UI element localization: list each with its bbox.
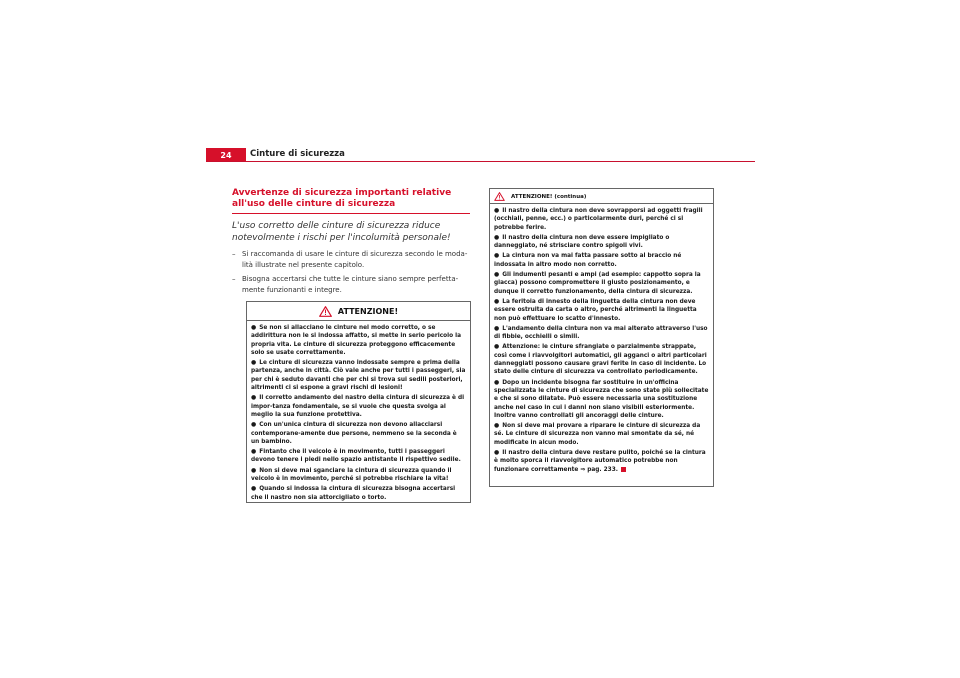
bullet-icon: ●	[494, 378, 500, 386]
warning-item-text: Il nastro della cintura deve restare pulito, poiché se la cintura è molto sporca il riavvolgitore automatico potrebbe non funzionare correttamente	[494, 450, 706, 473]
warning-triangle-icon	[319, 306, 332, 317]
warning-item-text: Fintanto che il veicolo è in movimento, tutti i passeggeri devono tenere i piedi nello spazio antistante il rispettivo sedile.	[251, 449, 461, 464]
bullet-icon: ●	[494, 207, 500, 214]
bullet-icon: ●	[494, 233, 500, 241]
warning-title: ATTENZIONE!	[337, 307, 399, 316]
bullet-icon: ●	[251, 359, 257, 367]
warning-item-text: Se non si allacciano le cinture nel modo corretto, o se addirittura non le si indossa affatto, si mette in serio pericolo la propria vita. Le cinture di sicurezza proteggono efficacemente solo se usate correttamente.	[251, 325, 462, 356]
section-intro: L'uso corretto delle cinture di sicurezza riduce notevolmente i rischi per l'incolumità personale!	[232, 221, 451, 243]
warning-item-text: Attenzione: le cinture sfrangiate o parzialmente strappate, così come i riavvolgitori automatici, gli agganci o altri particolari danneggiati possono causare gravi ferite in caso di incidente. Lo stato delle cinture di sicurezza va controllato periodicamente.	[494, 344, 707, 376]
warning-item-text: Non si deve mai sganciare la cintura di sicurezza quando il veicolo è in movimento, perché si potrebbe rischiare la vita!	[251, 467, 452, 483]
warning-item	[251, 359, 466, 392]
bullet-icon: ●	[251, 394, 257, 402]
warning-item-text: Non si deve mai provare a riparare le cinture di sicurezza da sé. Le cinture di sicurezza non vanno mai smontate da sé, né modificate in alcun modo.	[494, 423, 701, 446]
warning-item	[494, 252, 709, 269]
warning-item	[251, 467, 466, 484]
warning-item	[251, 485, 466, 502]
warning-item-text: La cintura non va mai fatta passare sotto al braccio né indossata in altro modo non corretto.	[494, 253, 682, 268]
warning-triangle-icon	[494, 192, 505, 201]
bullet-icon: ●	[494, 449, 500, 457]
bullet-icon: ●	[494, 271, 500, 279]
bullet-icon: ●	[251, 324, 257, 331]
page-number-label: 24	[220, 150, 232, 160]
warning-item	[494, 449, 709, 474]
left-column	[232, 188, 470, 299]
chapter-title: Cinture di sicurezza	[250, 149, 345, 159]
warning-item	[494, 325, 709, 342]
warning-item	[494, 271, 709, 296]
warning-item-text: L'andamento della cintura non va mai alterato attraverso l'uso di fibbie, occhielli o simili.	[494, 325, 708, 341]
dash-list	[232, 249, 470, 295]
warning-item	[251, 448, 466, 465]
warning-header	[247, 302, 470, 321]
warning-body	[247, 321, 470, 506]
list-item: – Si raccomanda di usare le cinture di sicurezza secondo le moda-lità illustrate nel presente capitolo.	[232, 249, 470, 270]
warning-box	[246, 301, 471, 503]
warning-header	[490, 189, 713, 204]
warning-item-text: Gli indumenti pesanti e ampi (ad esempio: cappotto sopra la giacca) possono compromettere il giusto posizionamento, e dunque il corretto funzionamento, della cintura di sicurezza.	[494, 272, 701, 295]
warning-item	[251, 394, 466, 419]
warning-item	[494, 234, 709, 251]
bullet-icon: ●	[494, 343, 500, 351]
warning-item-text: Quando si indossa la cintura di sicurezza bisogna accertarsi che il nastro non sia attorcigliato o torto.	[251, 486, 456, 501]
bullet-icon: ●	[494, 324, 500, 332]
warning-item	[494, 298, 709, 323]
warning-item	[494, 379, 709, 420]
warning-item	[251, 421, 466, 446]
warning-item-text: Il corretto andamento del nastro della cintura di sicurezza è di impor-tanza fondamentale, se si vuole che questa svolga al meglio la sua funzione protettiva.	[251, 395, 465, 418]
warning-body	[490, 204, 713, 478]
warning-item-text: Dopo un incidente bisogna far sostituire in un'officina specializzata le cinture di sicurezza che sono state più sollecitate e che si sono dilatate. Può essere necessaria una sostituzione anche nel caso in cui i danni non siano visibili esteriormente. Inoltre vanno controllati gli ancoraggi delle cinture.	[494, 379, 709, 419]
page-number	[206, 148, 246, 162]
warning-title: ATTENZIONE! (continua)	[511, 193, 587, 200]
warning-item	[494, 207, 709, 232]
bullet-icon: ●	[251, 421, 257, 429]
warning-item-text: La feritoia di innesto della linguetta della cintura non deve essere ostruita da carta o altro, perché altrimenti la linguetta non può effettuare lo scatto d'innesto.	[494, 298, 697, 322]
list-item: – Bisogna accertarsi che tutte le cinture siano sempre perfetta-mente funzionanti e integre.	[232, 274, 470, 295]
warning-item-text: Le cinture di sicurezza vanno indossate sempre e prima della partenza, anche in città. Ciò vale anche per tutti i passeggeri, sia per chi è seduto davanti che per chi si trova sui sedili posteriori, altrimenti ci si espone a gravi rischi di lesioni!	[251, 360, 466, 392]
bullet-icon: ●	[251, 466, 257, 474]
warning-box-continued	[489, 188, 714, 487]
bullet-icon: ●	[494, 252, 500, 260]
section-title: Avvertenze di sicurezza importanti relative all'uso delle cinture di sicurezza	[232, 188, 470, 214]
warning-item-text: Il nastro della cintura non deve sovrapporsi ad oggetti fragili (occhiali, penne, ecc.) o particolarmente duri, perché ci si potrebbe ferire.	[494, 208, 703, 231]
bullet-icon: ●	[494, 297, 500, 305]
warning-item-text: Il nastro della cintura non deve essere impigliato o danneggiato, né strisciare contro spigoli vivi.	[494, 234, 670, 250]
warning-item	[494, 343, 709, 376]
warning-item	[251, 324, 466, 357]
warning-item	[494, 422, 709, 447]
end-of-section-icon	[621, 467, 626, 472]
bullet-icon: ●	[251, 485, 257, 493]
bullet-icon: ●	[494, 422, 500, 430]
bullet-icon: ●	[251, 448, 257, 456]
warning-item-text: Con un'unica cintura di sicurezza non devono allacciarsi contemporane-amente due persone, nemmeno se la seconda è un bambino.	[251, 422, 457, 445]
page-reference: ⇒ pag. 233.	[580, 466, 618, 473]
header-rule	[206, 161, 755, 162]
